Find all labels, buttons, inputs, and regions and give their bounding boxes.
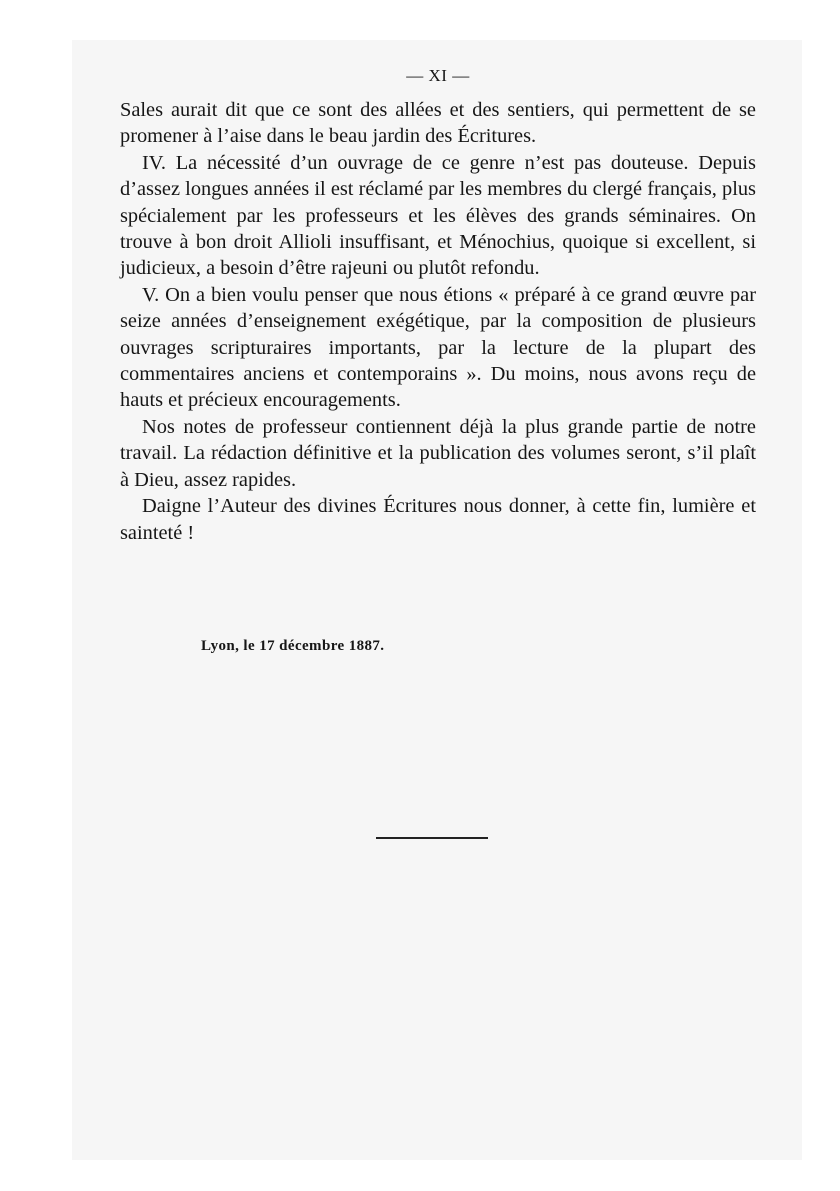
paragraph-v: V. On a bien voulu penser que nous étions « préparé à ce grand œuvre par seize années d’enseignement exégétique, par la composition de plusieurs ouvrages scripturaires importants, par la lecture de la plupart des commentaires anciens et contemporains ». Du moins, nous avons reçu de hauts et précieux encouragements. bbox=[120, 283, 756, 412]
paragraph-closing-prayer: Daigne l’Auteur des divines Écritures nous donner, à cette fin, lumière et sainteté ! bbox=[120, 495, 756, 544]
date-line: Lyon, le 17 décembre 1887. bbox=[201, 638, 385, 654]
paragraph-notes: Nos notes de professeur contiennent déjà la plus grande partie de notre travail. La rédaction définitive et la publication des volumes seront, s’il plaît à Dieu, assez rapides. bbox=[120, 415, 756, 491]
page-number-header: — XI — bbox=[406, 66, 470, 85]
paragraph-continuation: Sales aurait dit que ce sont des allées et des sentiers, qui permettent de se promener à l’aise dans le beau jardin des Écritures. bbox=[120, 99, 756, 148]
document-page bbox=[120, 66, 756, 654]
paragraph-iv: IV. La nécessité d’un ouvrage de ce genre n’est pas douteuse. Depuis d’assez longues années il est réclamé par les membres du clergé français, plus spécialement par les professeurs et les élèves des grands séminaires. On trouve à bon droit Allioli insuffisant, et Ménochius, quoique si excellent, si judicieux, a besoin d’être rajeuni ou plutôt refondu. bbox=[120, 151, 756, 280]
closing-rule bbox=[376, 837, 488, 839]
